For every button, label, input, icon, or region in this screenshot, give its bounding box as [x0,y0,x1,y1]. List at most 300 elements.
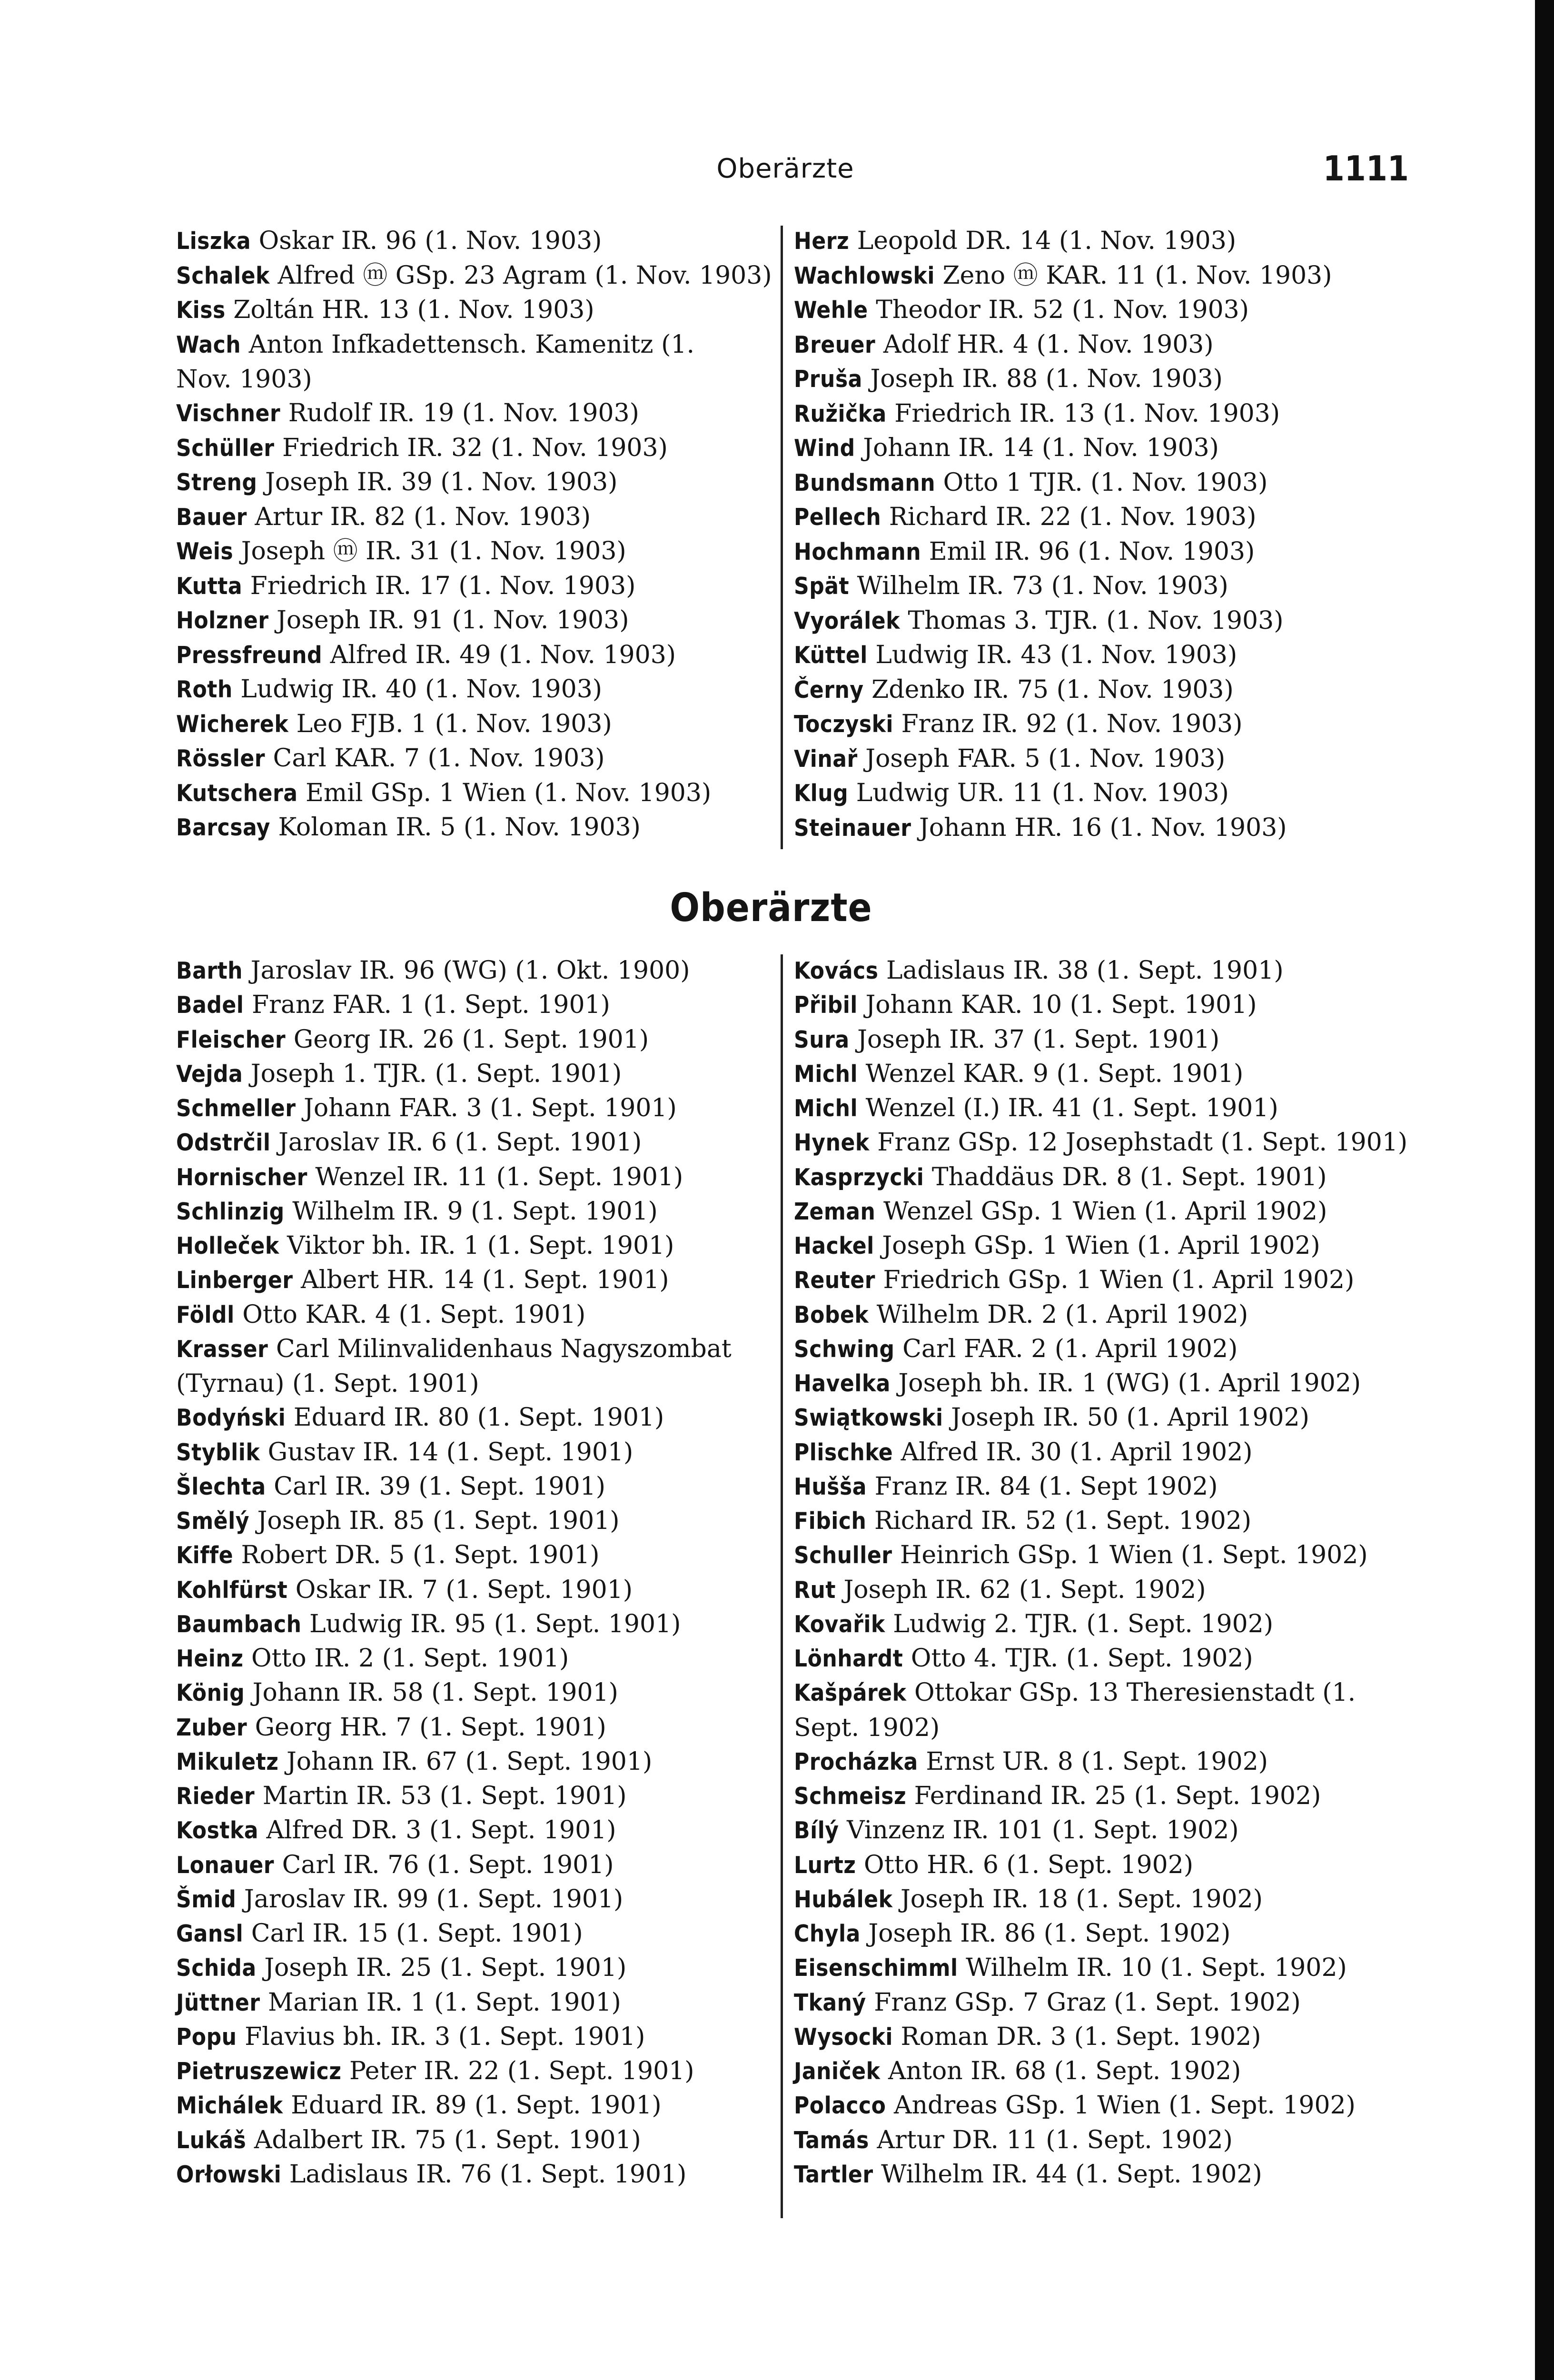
entry-details: Franz IR. 84 (1. Sept 1902) [874,1472,1218,1501]
entry-details: Alfred IR. 49 (1. Nov. 1903) [330,640,676,669]
entry-details: Alfred ⓜ GSp. 23 Agram (1. Nov. 1903) [277,261,772,290]
list-item [794,1469,1408,1504]
list-item [794,2123,1408,2157]
list-item [794,1607,1408,1641]
list-item [176,2088,757,2122]
surname: Jüttner [176,1989,260,2016]
surname: Hynek [794,1129,870,1157]
list-item [176,465,757,500]
entry-details: Eduard IR. 89 (1. Sept. 1901) [291,2091,662,2120]
list-item [176,1641,757,1676]
list-item [794,293,1408,327]
entry-details: Wilhelm IR. 10 (1. Sept. 1902) [966,1954,1347,1983]
surname: Polacco [794,2092,886,2120]
entry-details: Richard IR. 22 (1. Nov. 1903) [889,503,1257,531]
surname: Lukáš [176,2126,247,2154]
entry-details: Johann IR. 58 (1. Sept. 1901) [252,1678,618,1707]
list-item [176,707,757,742]
surname: Breuer [794,331,876,358]
surname: Michálek [176,2092,283,2120]
surname: Lurtz [794,1851,856,1879]
surname: Kasprzycki [794,1163,924,1191]
surname: Kiss [176,297,226,324]
entry-details: Ladislaus IR. 76 (1. Sept. 1901) [289,2160,687,2189]
surname: Wysocki [794,2023,893,2051]
list-item [794,604,1408,638]
entry-details: Vinzenz IR. 101 (1. Sept. 1902) [847,1816,1239,1845]
surname: Heinz [176,1645,244,1672]
list-item [794,673,1408,707]
surname: Schida [176,1954,257,1982]
surname: Hubálek [794,1885,893,1913]
list-item [794,1641,1408,1676]
surname: Toczyski [794,711,894,738]
list-item [176,603,757,638]
surname: Fleischer [176,1026,286,1053]
surname: Holleček [176,1232,279,1259]
surname: Wehle [794,297,868,324]
list-item [794,2020,1408,2054]
list-item [176,258,772,293]
surname: Odstrčil [176,1129,271,1157]
entry-details: Carl KAR. 7 (1. Nov. 1903) [273,744,605,773]
list-item [794,500,1408,535]
surname: Holzner [176,607,269,634]
entry-details: Joseph IR. 86 (1. Sept. 1902) [868,1919,1231,1948]
list-item [176,1022,757,1057]
list-item [176,1091,757,1125]
surname: Wach [176,331,241,358]
entry-details: Ludwig IR. 95 (1. Sept. 1901) [309,1609,681,1638]
entry-details: Joseph IR. 18 (1. Sept. 1902) [900,1884,1263,1914]
entry-details: Joseph IR. 25 (1. Sept. 1901) [264,1954,627,1983]
list-item [176,988,757,1022]
entry-details: Jaroslav IR. 99 (1. Sept. 1901) [244,1884,624,1914]
surname: Fibich [794,1507,867,1535]
surname: Sura [794,1026,850,1053]
surname: Tamás [794,2126,869,2154]
list-item [176,810,757,845]
entry-details: Eduard IR. 80 (1. Sept. 1901) [293,1403,664,1432]
list-item [794,988,1408,1022]
entry-details: Roman DR. 3 (1. Sept. 1902) [901,2022,1261,2051]
list-item [176,2123,757,2157]
surname: Pruša [794,366,862,393]
surname: Gansl [176,1920,244,1947]
entry-details: Leo FJB. 1 (1. Nov. 1903) [296,709,612,738]
surname: Vischner [176,400,281,427]
surname: Kiffe [176,1542,233,1569]
main-left-column [176,953,757,2192]
list-item [794,1848,1408,1882]
entry-details: Wilhelm IR. 73 (1. Nov. 1903) [857,572,1228,600]
list-item [794,1573,1408,1607]
column-divider-top [781,226,783,849]
entry-details: Otto 1 TJR. (1. Nov. 1903) [943,468,1268,497]
entry-details: Franz GSp. 12 Josephstadt (1. Sept. 1901) [877,1128,1408,1157]
surname: Orłowski [176,2161,282,2188]
list-item [176,1676,757,1710]
list-item [176,1332,757,1401]
list-item [794,327,1408,362]
list-item [176,1194,757,1229]
surname: Ružička [794,400,887,427]
entry-details: Wenzel (I.) IR. 41 (1. Sept. 1901) [865,1094,1278,1122]
surname: Chyla [794,1920,861,1947]
entry-details: Johann IR. 14 (1. Nov. 1903) [863,434,1219,462]
entry-details: Alfred IR. 30 (1. April 1902) [901,1438,1253,1467]
entry-details: Otto KAR. 4 (1. Sept. 1901) [242,1300,586,1329]
surname: Šlechta [176,1473,266,1500]
list-item [176,1538,757,1572]
surname: Schmeller [176,1095,296,1122]
list-item [176,1469,757,1504]
entry-details: Carl IR. 39 (1. Sept. 1901) [274,1472,606,1501]
list-item [176,1057,757,1091]
surname: Schuller [794,1542,892,1569]
entry-details: Carl FAR. 2 (1. April 1902) [902,1334,1238,1363]
list-item [176,1607,757,1641]
entry-details: Wilhelm IR. 44 (1. Sept. 1902) [881,2160,1262,2189]
surname: Spät [794,573,850,600]
list-item [794,1435,1408,1469]
entry-details: Carl Milinvalidenhaus Nagyszombat (Tyrnau) (1. Sept. 1901) [176,1334,732,1398]
surname: Kutschera [176,779,298,807]
list-item [794,1298,1408,1332]
surname: Hochmann [794,538,921,565]
surname: Přibil [794,992,858,1019]
surname: Procházka [794,1748,918,1775]
list-item [794,431,1408,466]
list-item [794,2157,1408,2192]
list-item [794,1745,1408,1779]
surname: Havelka [794,1370,891,1397]
surname: Vinař [794,745,858,773]
entry-details: Wilhelm IR. 9 (1. Sept. 1901) [292,1197,658,1226]
surname: Klug [794,780,849,807]
list-item [794,1057,1408,1091]
entry-details: Joseph IR. 50 (1. April 1902) [951,1403,1309,1432]
list-item [794,362,1408,397]
entry-details: Joseph ⓜ IR. 31 (1. Nov. 1903) [241,537,626,565]
entry-details: Johann HR. 16 (1. Nov. 1903) [919,813,1287,842]
list-item [176,224,757,258]
list-item [794,1985,1408,2020]
entry-details: Anton IR. 68 (1. Sept. 1902) [888,2057,1241,2085]
entry-details: Joseph GSp. 1 Wien (1. April 1902) [882,1231,1320,1260]
surname: Liszka [176,228,251,255]
list-item [794,1676,1408,1745]
entry-details: Jaroslav IR. 96 (WG) (1. Okt. 1900) [250,956,690,985]
entry-details: Otto IR. 2 (1. Sept. 1901) [251,1644,569,1673]
surname: Wachlowski [794,262,935,289]
list-item [176,638,757,673]
list-item [794,1263,1408,1297]
entry-details: Ladislaus IR. 38 (1. Sept. 1901) [886,956,1284,985]
list-item [794,1022,1408,1057]
list-item [176,1745,757,1779]
surname: Reuter [794,1267,875,1294]
entry-details: Wenzel IR. 11 (1. Sept. 1901) [315,1162,683,1191]
list-item [176,1263,757,1297]
surname: Plischke [794,1438,893,1466]
top-left-column [176,224,772,845]
entry-details: Viktor bh. IR. 1 (1. Sept. 1901) [287,1231,674,1260]
surname: Steinauer [794,814,911,842]
list-item [794,742,1408,776]
list-item [794,1882,1408,1916]
surname: Zeman [794,1198,876,1225]
section-heading: Oberärzte [670,885,872,931]
list-item [794,1779,1408,1813]
list-item [794,1951,1408,1985]
list-item [176,396,757,431]
entry-details: Friedrich IR. 17 (1. Nov. 1903) [250,571,636,600]
list-item [176,327,757,397]
list-item [794,1366,1408,1400]
entry-details: Georg HR. 7 (1. Sept. 1901) [255,1713,606,1742]
entry-details: Ludwig 2. TJR. (1. Sept. 1902) [893,1609,1274,1638]
list-item [794,1332,1408,1366]
running-header: Oberärzte [716,153,854,184]
top-right-column [794,224,1408,845]
surname: Küttel [794,642,868,669]
surname: Hornischer [176,1163,307,1191]
entry-details: Joseph IR. 39 (1. Nov. 1903) [265,468,618,496]
surname: Schmeisz [794,1783,907,1810]
list-item [176,1916,757,1951]
surname: Lönhardt [794,1645,903,1672]
entry-details: Friedrich IR. 32 (1. Nov. 1903) [282,433,668,462]
entry-details: Ludwig UR. 11 (1. Nov. 1903) [856,779,1229,807]
list-item [794,2088,1408,2122]
list-item [794,1125,1408,1160]
entry-details: Ludwig IR. 43 (1. Nov. 1903) [875,641,1237,669]
surname: Hackel [794,1232,874,1259]
entry-details: Joseph IR. 88 (1. Nov. 1903) [870,365,1223,393]
list-item [176,953,757,988]
list-item [794,569,1408,604]
entry-details: Franz GSp. 7 Graz (1. Sept. 1902) [874,1988,1301,2017]
surname: Zuber [176,1714,247,1741]
list-item [794,1091,1408,1125]
list-item [176,500,757,535]
surname: Weis [176,538,234,565]
entry-details: Zoltán HR. 13 (1. Nov. 1903) [233,296,594,324]
surname: Černy [794,676,864,704]
list-item [176,1710,757,1745]
list-item [794,707,1408,742]
entry-details: Heinrich GSp. 1 Wien (1. Sept. 1902) [900,1541,1368,1570]
entry-details: Anton Infkadettensch. Kamenitz (1. Nov. 1903) [176,330,694,394]
entry-details: Friedrich IR. 13 (1. Nov. 1903) [894,399,1280,428]
entry-details: Alfred DR. 3 (1. Sept. 1901) [266,1816,616,1845]
entry-details: Robert DR. 5 (1. Sept. 1901) [241,1541,600,1570]
entry-details: Ernst UR. 8 (1. Sept. 1902) [926,1747,1268,1776]
list-item [176,569,757,604]
entry-details: Martin IR. 53 (1. Sept. 1901) [262,1782,627,1810]
list-item [176,741,757,776]
surname: Rut [794,1576,836,1604]
list-item [794,1194,1408,1229]
surname: Schlinzig [176,1198,285,1225]
entry-details: Oskar IR. 7 (1. Sept. 1901) [295,1575,633,1604]
surname: Kohlfürst [176,1576,288,1604]
list-item [176,1882,757,1916]
list-item [176,1435,757,1469]
entry-details: Joseph IR. 62 (1. Sept. 1902) [843,1575,1206,1604]
list-item [794,1160,1408,1194]
list-item [794,466,1408,500]
surname: Barcsay [176,814,270,841]
entry-details: Otto 4. TJR. (1. Sept. 1902) [911,1644,1253,1673]
list-item [176,1573,757,1607]
entry-details: Oskar IR. 96 (1. Nov. 1903) [258,227,602,255]
entry-details: Emil GSp. 1 Wien (1. Nov. 1903) [305,778,712,807]
surname: Baumbach [176,1610,302,1638]
list-item [794,1504,1408,1538]
list-item [794,776,1408,811]
surname: Rieder [176,1783,255,1810]
entry-details: Joseph IR. 37 (1. Sept. 1901) [857,1025,1220,1054]
entry-details: Joseph FAR. 5 (1. Nov. 1903) [865,744,1226,773]
list-item [176,1125,757,1160]
entry-details: Artur DR. 11 (1. Sept. 1902) [877,2125,1233,2154]
entry-details: Marian IR. 1 (1. Sept. 1901) [268,1988,621,2017]
entry-details: Johann FAR. 3 (1. Sept. 1901) [304,1094,677,1122]
surname: Bundsmann [794,469,936,496]
surname: Schüller [176,434,275,462]
entry-details: Franz IR. 92 (1. Nov. 1903) [901,710,1243,738]
surname: Bauer [176,503,247,531]
list-item [176,1504,757,1538]
list-item [176,1229,757,1263]
surname: Kovács [794,957,879,984]
entry-details: Artur IR. 82 (1. Nov. 1903) [255,502,591,531]
entry-details: Johann IR. 67 (1. Sept. 1901) [286,1747,653,1776]
surname: Tartler [794,2161,873,2188]
list-item [794,397,1408,431]
entry-details: Jaroslav IR. 6 (1. Sept. 1901) [278,1128,642,1157]
surname: Streng [176,469,257,496]
list-item [176,431,757,466]
surname: Földl [176,1301,235,1329]
surname: Janiček [794,2058,881,2085]
main-right-column [794,953,1408,2192]
entry-details: Franz FAR. 1 (1. Sept. 1901) [251,991,610,1020]
entry-details: Adalbert IR. 75 (1. Sept. 1901) [254,2125,641,2154]
entry-details: Ludwig IR. 40 (1. Nov. 1903) [240,675,603,704]
surname: Barth [176,957,243,984]
surname: Hušša [794,1473,867,1500]
entry-details: Joseph bh. IR. 1 (WG) (1. April 1902) [898,1369,1361,1398]
list-item [176,1298,757,1332]
surname: Popu [176,2023,237,2051]
surname: Eisenschimml [794,1954,958,1982]
column-divider-main [781,954,783,2218]
surname: Wicherek [176,710,289,738]
list-item [794,535,1408,569]
surname: Kovařik [794,1610,885,1638]
surname: Roth [176,676,233,703]
entry-details: Otto HR. 6 (1. Sept. 1902) [864,1850,1194,1879]
list-item [176,2157,757,2192]
surname: Bodyński [176,1404,286,1432]
list-item [176,1848,757,1882]
surname: Styblik [176,1438,260,1466]
list-item [176,776,757,811]
entry-details: Flavius bh. IR. 3 (1. Sept. 1901) [245,2022,645,2051]
list-item [794,1813,1408,1847]
list-item [794,811,1408,845]
entry-details: Friedrich GSp. 1 Wien (1. April 1902) [883,1266,1355,1295]
surname: Vyorálek [794,607,900,635]
surname: Kostka [176,1817,258,1844]
list-item [176,293,757,327]
entry-details: Ferdinand IR. 25 (1. Sept. 1902) [914,1782,1321,1810]
entry-details: Emil IR. 96 (1. Nov. 1903) [929,537,1255,566]
entry-details: Zdenko IR. 75 (1. Nov. 1903) [871,675,1234,704]
surname: Pietruszewicz [176,2058,342,2085]
entry-details: Joseph IR. 85 (1. Sept. 1901) [257,1507,620,1535]
entry-details: Koloman IR. 5 (1. Nov. 1903) [278,813,641,842]
surname: Kašpárek [794,1679,907,1707]
list-item [176,1779,757,1813]
list-item [794,1400,1408,1435]
surname: Michl [794,1095,858,1122]
surname: Schalek [176,262,270,289]
surname: Bobek [794,1301,869,1329]
surname: Schwing [794,1335,895,1363]
entry-details: Gustav IR. 14 (1. Sept. 1901) [267,1438,633,1467]
surname: Badel [176,992,244,1019]
list-item [794,1229,1408,1263]
list-item [176,672,757,707]
entry-details: Carl IR. 15 (1. Sept. 1901) [251,1919,583,1948]
list-item [794,1916,1408,1951]
list-item [794,1538,1408,1572]
surname: Lonauer [176,1851,275,1879]
surname: Kutta [176,572,243,600]
surname: Smělý [176,1507,249,1535]
surname: Tkaný [794,1989,866,2016]
list-item [794,2054,1408,2088]
list-item [176,1160,757,1194]
entry-details: Peter IR. 22 (1. Sept. 1901) [349,2057,694,2085]
entry-details: Carl IR. 76 (1. Sept. 1901) [282,1850,614,1879]
surname: Wind [794,435,855,462]
surname: Pressfreund [176,641,323,669]
list-item [794,258,1408,293]
surname: König [176,1679,245,1707]
entry-details: Zeno ⓜ KAR. 11 (1. Nov. 1903) [942,261,1332,290]
entry-details: Ottokar GSp. 13 Theresienstadt (1. Sept. 1902) [794,1678,1356,1742]
entry-details: Wenzel KAR. 9 (1. Sept. 1901) [865,1059,1244,1088]
surname: Michl [794,1060,858,1088]
list-item [176,1813,757,1847]
list-item [176,1951,757,1985]
surname: Šmid [176,1885,237,1913]
list-item [176,534,757,569]
entry-details: Joseph 1. TJR. (1. Sept. 1901) [250,1059,622,1088]
entry-details: Rudolf IR. 19 (1. Nov. 1903) [288,399,639,427]
entry-details: Leopold DR. 14 (1. Nov. 1903) [857,227,1237,255]
entry-details: Andreas GSp. 1 Wien (1. Sept. 1902) [894,2091,1356,2120]
entry-details: Joseph IR. 91 (1. Nov. 1903) [277,606,629,635]
list-item [794,953,1408,988]
list-item [794,638,1408,673]
entry-details: Wenzel GSp. 1 Wien (1. April 1902) [883,1197,1327,1226]
